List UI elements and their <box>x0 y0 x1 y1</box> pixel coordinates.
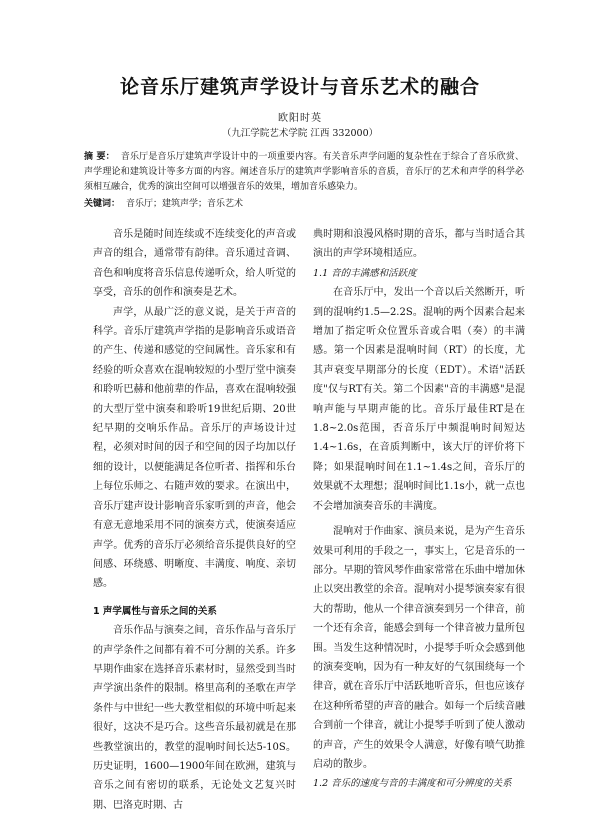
keywords-label: 关键词： <box>84 199 121 209</box>
keywords <box>84 196 524 209</box>
body-paragraph: 声学，从最广泛的意义说，是关于声音的科学。音乐厅建筑声学指的是影响音乐或语音的产生、传递和感觉的空间属性。音乐家和有经验的听众喜欢在混响较短的小型厅堂中演奏和聆听巴赫和他前辈的作品，喜欢在混响较强的大型厅堂中演奏和聆听19世纪后期、20世纪早期的交响乐作品。音乐厅的声场设计过程，必须对时间的因子和空间的因子均加以仔细的设计，以便能满足各位听者、指挥和乐台上每位乐师之、右随声效的要求。在演出中，音乐厅建声设计影响音乐家听到的声音，他会有意无意地采用不同的演奏方式，使演奏适应声学。优秀的音乐厅必须给音乐提供良好的空间感、环绕感、明晰度、丰满度、响度、亲切感。 <box>93 306 296 590</box>
author-name: 欧阳时英 <box>278 113 322 124</box>
subsection-heading: 1.1 音的丰满感和活跃度 <box>313 267 417 279</box>
abstract-text: 音乐厅是音乐厅建筑声学设计中的一项重要内容。有关音乐声学问题的复杂性在于综合了音乐欣赏、声学理论和建筑设计等多方面的内容。阐述音乐厅的建筑声学影响音乐的音质，音乐厅的艺术和声学的科学必须相互融合，优秀的演出空间可以增强音乐的效果，增加音乐感染力。 <box>84 152 524 192</box>
abstract-label: 摘 要： <box>84 152 115 162</box>
author-affiliation: （九江学院艺术学院 江西 332000） <box>221 128 379 139</box>
right-column <box>313 225 525 794</box>
body-paragraph: 混响对于作曲家、演员来说，是为产生音乐效果可利用的手段之一，事实上，它是音乐的一部分。早期的管风琴作曲家常常在乐曲中增加休止以突出教堂的余音。混响对小提琴演奏家有很大的帮助，他从一个律音演奏到另一个律音，前一个还有余音，能感会到每一个律音被力量所包围。当发生这种情况时，小提琴手听众会感到他的演奏变响，因为有一种友好的气氛围绕每一个律音，就在音乐厅中活跃地听音乐，但也应该存在这种所希望的声音的融合。如每一个后续音融合到前一个律音，就让小提琴手听到了使人激动的声音，产生的效果令人满意，好像有喷气助推启动的散步。 <box>313 526 525 770</box>
subsection-heading: 1.2 音乐的速度与音的丰满度和可分辨度的关系 <box>313 778 512 790</box>
abstract <box>84 150 524 195</box>
body-paragraph: 典时期和浪漫风格时期的音乐，都与当时适合其演出的声学环境相适应。 <box>313 229 525 260</box>
body-paragraph: 音乐作品与演奏之间，音乐作品与音乐厅的声学条件之间都有着不可分割的关系。许多早期作曲家在选择音乐素材时，显然受到当时声学演出条件的限制。格里高利的圣歌在声学条件与中世纪一些大教堂相似的环境中听起来很好，这决不是巧合。这些音乐最初就是在那些教堂演出的，教堂的混响时间长达5-10S。历史证明，1600—1900年间在欧洲，建筑与音乐之间有密切的联系，无论处文艺复兴时期、巴洛克时期、古 <box>93 625 296 811</box>
body-paragraph: 在音乐厅中，发出一个音以后关然断开，听到的混响约1.5—2.2S。混响的两个因素合起来增加了指定听众位置乐音或合唱（奏）的丰满感。第一个因素是混响时间（RT）的长度，尤其声衰变早期部分的长度（EDT）。术语"活跃度"仅与RT有关。第二个因素"音的丰满感"是混响声能与早期声能的比。音乐厅最佳RT是在1.8~2.0s范围，否音乐厅中频混响时间短达1.4~1.6s，在音质判断中，该大厅的评价将下降；如果混响时间在1.1~1.4s之间，音乐厅的效果就不太理想；混响时间比1.1s小，就一点也不会增加演奏音乐的丰满度。 <box>313 287 525 512</box>
body-paragraph: 音乐是随时间连续或不连续变化的声音或声音的组合，通常带有韵律。音乐通过音调、音色和响度将音乐信息传递听众，给人听觉的享受，音乐的创作和演奏是艺术。 <box>93 229 296 299</box>
keywords-text: 音乐厅；建筑声学；音乐艺术 <box>126 199 244 209</box>
paper-title: 论音乐厅建筑声学设计与音乐艺术的融合 <box>119 76 480 98</box>
left-column <box>93 225 296 815</box>
section-heading: 1 声学属性与音乐之间的关系 <box>93 605 217 617</box>
